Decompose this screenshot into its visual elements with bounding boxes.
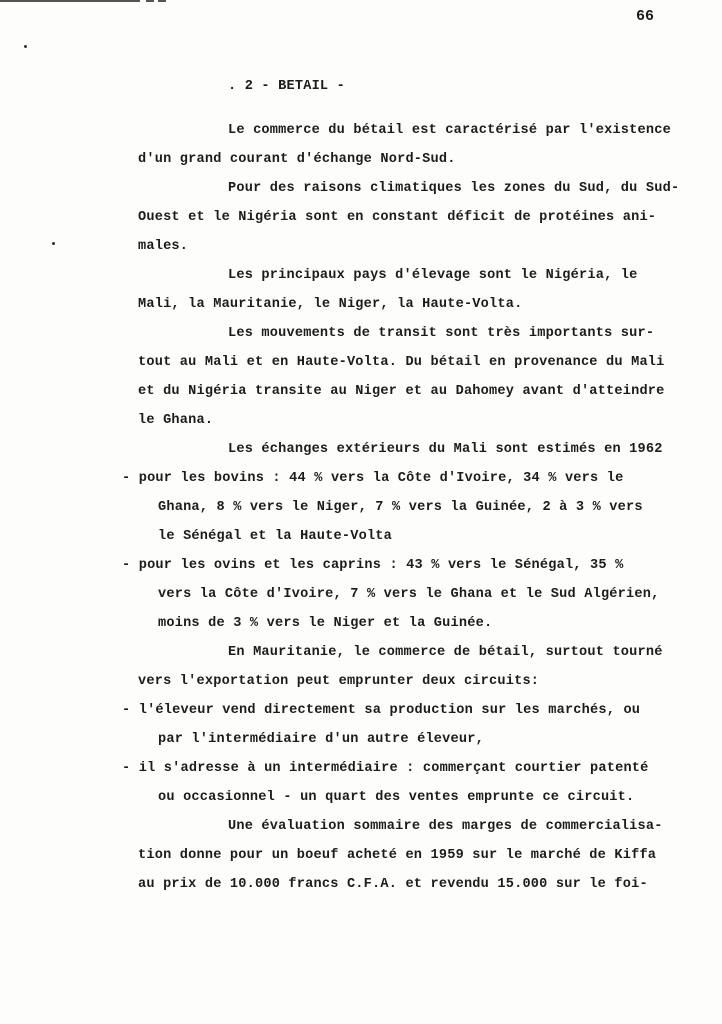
- text-line: ou occasionnel - un quart des ventes emprunte ce circuit.: [158, 790, 635, 805]
- text-line: Ghana, 8 % vers le Niger, 7 % vers la Guinée, 2 à 3 % vers: [158, 500, 643, 515]
- section-heading: . 2 - BETAIL -: [228, 79, 346, 94]
- text-line: Le commerce du bétail est caractérisé par l'existence: [228, 123, 671, 138]
- list-item: - pour les bovins : 44 % vers la Côte d'Ivoire, 34 % vers le: [122, 471, 624, 486]
- list-item: - il s'adresse à un intermédiaire : commerçant courtier patenté: [122, 761, 649, 776]
- text-line: vers l'exportation peut emprunter deux circuits:: [138, 674, 540, 689]
- scan-edge-line: [0, 0, 140, 2]
- text-line: tout au Mali et en Haute-Volta. Du bétail en provenance du Mali: [138, 355, 665, 370]
- scan-edge-line: [158, 0, 166, 2]
- text-line: au prix de 10.000 francs C.F.A. et revendu 15.000 sur le foi-: [138, 877, 648, 892]
- text-line: Ouest et le Nigéria sont en constant déficit de protéines ani-: [138, 210, 657, 225]
- text-line: Les échanges extérieurs du Mali sont estimés en 1962: [228, 442, 663, 457]
- margin-mark: [52, 242, 55, 245]
- text-line: le Ghana.: [138, 413, 214, 428]
- text-line: males.: [138, 239, 189, 254]
- text-line: moins de 3 % vers le Niger et la Guinée.: [158, 616, 493, 631]
- text-line: le Sénégal et la Haute-Volta: [158, 529, 393, 544]
- list-item: - pour les ovins et les caprins : 43 % vers le Sénégal, 35 %: [122, 558, 624, 573]
- text-line: tion donne pour un boeuf acheté en 1959 sur le marché de Kiffa: [138, 848, 657, 863]
- margin-mark: [24, 45, 27, 48]
- page-number: 66: [636, 8, 655, 25]
- text-line: Les mouvements de transit sont très importants sur-: [228, 326, 655, 341]
- body-text: [122, 72, 700, 899]
- text-line: En Mauritanie, le commerce de bétail, surtout tourné: [228, 645, 663, 660]
- text-line: Pour des raisons climatiques les zones du Sud, du Sud-: [228, 181, 680, 196]
- text-line: et du Nigéria transite au Niger et au Dahomey avant d'atteindre: [138, 384, 665, 399]
- text-line: Mali, la Mauritanie, le Niger, la Haute-Volta.: [138, 297, 523, 312]
- list-item: - l'éleveur vend directement sa production sur les marchés, ou: [122, 703, 641, 718]
- text-line: Une évaluation sommaire des marges de commercialisa-: [228, 819, 663, 834]
- text-line: Les principaux pays d'élevage sont le Nigéria, le: [228, 268, 638, 283]
- scan-edge-line: [146, 0, 154, 2]
- text-line: vers la Côte d'Ivoire, 7 % vers le Ghana et le Sud Algérien,: [158, 587, 660, 602]
- text-line: par l'intermédiaire d'un autre éleveur,: [158, 732, 484, 747]
- text-line: d'un grand courant d'échange Nord-Sud.: [138, 152, 456, 167]
